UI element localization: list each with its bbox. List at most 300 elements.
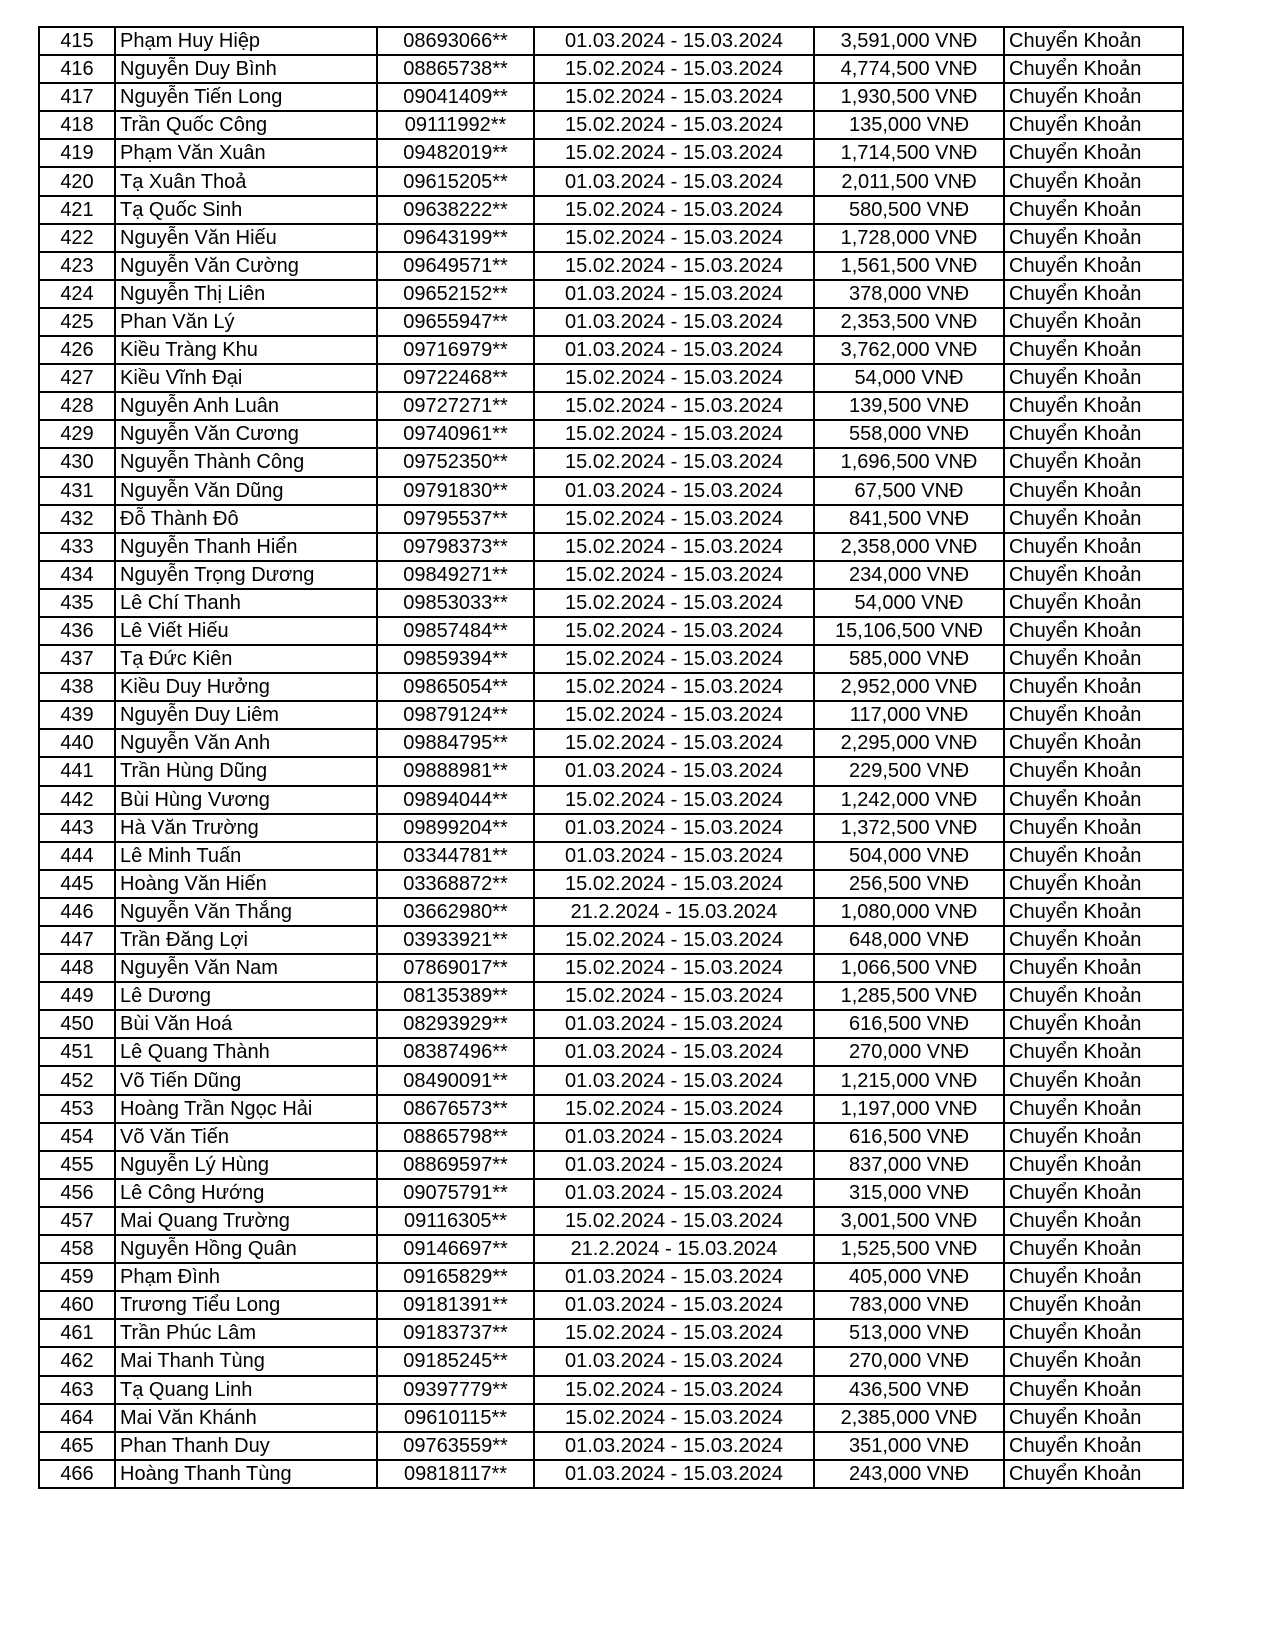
table-row — [39, 645, 1183, 673]
customer-name: Nguyễn Văn Hiếu — [115, 224, 377, 252]
table-row — [39, 252, 1183, 280]
payment-amount: 783,000 VNĐ — [814, 1291, 1004, 1319]
account-number: 07869017** — [377, 954, 534, 982]
payment-amount: 2,295,000 VNĐ — [814, 729, 1004, 757]
payment-amount: 616,500 VNĐ — [814, 1123, 1004, 1151]
row-number: 448 — [39, 954, 115, 982]
payment-method: Chuyển Khoản — [1004, 673, 1183, 701]
payment-period: 15.02.2024 - 15.03.2024 — [534, 1404, 814, 1432]
payment-amount: 234,000 VNĐ — [814, 561, 1004, 589]
account-number: 09716979** — [377, 336, 534, 364]
payment-period: 15.02.2024 - 15.03.2024 — [534, 533, 814, 561]
payment-period: 01.03.2024 - 15.03.2024 — [534, 336, 814, 364]
table-row — [39, 448, 1183, 476]
account-number: 09894044** — [377, 786, 534, 814]
payment-method: Chuyển Khoản — [1004, 27, 1183, 55]
payment-period: 15.02.2024 - 15.03.2024 — [534, 729, 814, 757]
payment-amount: 270,000 VNĐ — [814, 1347, 1004, 1375]
payment-amount: 67,500 VNĐ — [814, 477, 1004, 505]
payment-period: 15.02.2024 - 15.03.2024 — [534, 252, 814, 280]
account-number: 03662980** — [377, 898, 534, 926]
customer-name: Nguyễn Văn Anh — [115, 729, 377, 757]
payment-method: Chuyển Khoản — [1004, 1095, 1183, 1123]
table-row — [39, 167, 1183, 195]
table-row — [39, 1179, 1183, 1207]
table-row — [39, 757, 1183, 785]
customer-name: Nguyễn Văn Cương — [115, 420, 377, 448]
row-number: 444 — [39, 842, 115, 870]
payment-method: Chuyển Khoản — [1004, 1291, 1183, 1319]
payment-method: Chuyển Khoản — [1004, 55, 1183, 83]
payment-period: 01.03.2024 - 15.03.2024 — [534, 1151, 814, 1179]
account-number: 09849271** — [377, 561, 534, 589]
row-number: 457 — [39, 1207, 115, 1235]
payment-period: 15.02.2024 - 15.03.2024 — [534, 111, 814, 139]
table-row — [39, 1460, 1183, 1488]
account-number: 03344781** — [377, 842, 534, 870]
table-row — [39, 1010, 1183, 1038]
payment-method: Chuyển Khoản — [1004, 645, 1183, 673]
payment-method: Chuyển Khoản — [1004, 954, 1183, 982]
payment-amount: 1,066,500 VNĐ — [814, 954, 1004, 982]
payment-method: Chuyển Khoản — [1004, 898, 1183, 926]
payment-method: Chuyển Khoản — [1004, 1010, 1183, 1038]
payment-amount: 3,762,000 VNĐ — [814, 336, 1004, 364]
payment-period: 01.03.2024 - 15.03.2024 — [534, 842, 814, 870]
payment-period: 15.02.2024 - 15.03.2024 — [534, 1095, 814, 1123]
account-number: 08490091** — [377, 1066, 534, 1094]
payment-method: Chuyển Khoản — [1004, 1038, 1183, 1066]
payment-method: Chuyển Khoản — [1004, 757, 1183, 785]
customer-name: Kiều Vĩnh Đại — [115, 364, 377, 392]
customer-name: Đỗ Thành Đô — [115, 505, 377, 533]
payment-period: 15.02.2024 - 15.03.2024 — [534, 1319, 814, 1347]
account-number: 09111992** — [377, 111, 534, 139]
customer-name: Lê Quang Thành — [115, 1038, 377, 1066]
payment-period: 01.03.2024 - 15.03.2024 — [534, 1291, 814, 1319]
payment-amount: 3,591,000 VNĐ — [814, 27, 1004, 55]
table-row — [39, 196, 1183, 224]
payment-method: Chuyển Khoản — [1004, 111, 1183, 139]
payment-amount: 841,500 VNĐ — [814, 505, 1004, 533]
row-number: 454 — [39, 1123, 115, 1151]
payment-method: Chuyển Khoản — [1004, 196, 1183, 224]
row-number: 424 — [39, 280, 115, 308]
row-number: 459 — [39, 1263, 115, 1291]
payment-amount: 585,000 VNĐ — [814, 645, 1004, 673]
payment-amount: 243,000 VNĐ — [814, 1460, 1004, 1488]
payment-amount: 1,242,000 VNĐ — [814, 786, 1004, 814]
row-number: 433 — [39, 533, 115, 561]
row-number: 417 — [39, 83, 115, 111]
table-row — [39, 954, 1183, 982]
payment-amount: 616,500 VNĐ — [814, 1010, 1004, 1038]
account-number: 09752350** — [377, 448, 534, 476]
payment-method: Chuyển Khoản — [1004, 505, 1183, 533]
row-number: 421 — [39, 196, 115, 224]
payment-method: Chuyển Khoản — [1004, 1432, 1183, 1460]
payment-table-body — [39, 27, 1183, 1488]
payment-period: 15.02.2024 - 15.03.2024 — [534, 392, 814, 420]
payment-amount: 315,000 VNĐ — [814, 1179, 1004, 1207]
customer-name: Nguyễn Thành Công — [115, 448, 377, 476]
payment-period: 01.03.2024 - 15.03.2024 — [534, 1460, 814, 1488]
payment-period: 15.02.2024 - 15.03.2024 — [534, 1207, 814, 1235]
payment-period: 15.02.2024 - 15.03.2024 — [534, 561, 814, 589]
table-row — [39, 336, 1183, 364]
customer-name: Mai Quang Trường — [115, 1207, 377, 1235]
payment-period: 15.02.2024 - 15.03.2024 — [534, 617, 814, 645]
payment-amount: 2,011,500 VNĐ — [814, 167, 1004, 195]
payment-method: Chuyển Khoản — [1004, 870, 1183, 898]
payment-period: 15.02.2024 - 15.03.2024 — [534, 645, 814, 673]
payment-amount: 436,500 VNĐ — [814, 1376, 1004, 1404]
row-number: 446 — [39, 898, 115, 926]
payment-period: 15.02.2024 - 15.03.2024 — [534, 224, 814, 252]
row-number: 427 — [39, 364, 115, 392]
payment-period: 15.02.2024 - 15.03.2024 — [534, 420, 814, 448]
account-number: 09853033** — [377, 589, 534, 617]
table-row — [39, 55, 1183, 83]
payment-method: Chuyển Khoản — [1004, 308, 1183, 336]
payment-amount: 54,000 VNĐ — [814, 589, 1004, 617]
row-number: 423 — [39, 252, 115, 280]
row-number: 445 — [39, 870, 115, 898]
account-number: 08865738** — [377, 55, 534, 83]
payment-method: Chuyển Khoản — [1004, 561, 1183, 589]
account-number: 09857484** — [377, 617, 534, 645]
table-row — [39, 589, 1183, 617]
payment-period: 15.02.2024 - 15.03.2024 — [534, 196, 814, 224]
payment-method: Chuyển Khoản — [1004, 982, 1183, 1010]
table-row — [39, 27, 1183, 55]
payment-period: 15.02.2024 - 15.03.2024 — [534, 83, 814, 111]
payment-amount: 1,285,500 VNĐ — [814, 982, 1004, 1010]
account-number: 08693066** — [377, 27, 534, 55]
payment-amount: 1,561,500 VNĐ — [814, 252, 1004, 280]
table-row — [39, 1207, 1183, 1235]
payment-period: 01.03.2024 - 15.03.2024 — [534, 1432, 814, 1460]
payment-amount: 1,197,000 VNĐ — [814, 1095, 1004, 1123]
row-number: 429 — [39, 420, 115, 448]
account-number: 09655947** — [377, 308, 534, 336]
payment-period: 15.02.2024 - 15.03.2024 — [534, 954, 814, 982]
customer-name: Kiều Duy Hưởng — [115, 673, 377, 701]
payment-amount: 1,215,000 VNĐ — [814, 1066, 1004, 1094]
table-row — [39, 308, 1183, 336]
customer-name: Nguyễn Hồng Quân — [115, 1235, 377, 1263]
payment-amount: 1,930,500 VNĐ — [814, 83, 1004, 111]
payment-method: Chuyển Khoản — [1004, 224, 1183, 252]
customer-name: Nguyễn Tiến Long — [115, 83, 377, 111]
table-row — [39, 982, 1183, 1010]
payment-method: Chuyển Khoản — [1004, 1404, 1183, 1432]
payment-period: 01.03.2024 - 15.03.2024 — [534, 1347, 814, 1375]
row-number: 438 — [39, 673, 115, 701]
table-row — [39, 1151, 1183, 1179]
payment-amount: 1,714,500 VNĐ — [814, 139, 1004, 167]
row-number: 416 — [39, 55, 115, 83]
table-row — [39, 617, 1183, 645]
payment-method: Chuyển Khoản — [1004, 1347, 1183, 1375]
payment-amount: 3,001,500 VNĐ — [814, 1207, 1004, 1235]
payment-method: Chuyển Khoản — [1004, 701, 1183, 729]
payment-method: Chuyển Khoản — [1004, 1376, 1183, 1404]
customer-name: Hoàng Trần Ngọc Hải — [115, 1095, 377, 1123]
payment-period: 21.2.2024 - 15.03.2024 — [534, 898, 814, 926]
payment-period: 21.2.2024 - 15.03.2024 — [534, 1235, 814, 1263]
table-row — [39, 1432, 1183, 1460]
row-number: 435 — [39, 589, 115, 617]
account-number: 08387496** — [377, 1038, 534, 1066]
payment-amount: 270,000 VNĐ — [814, 1038, 1004, 1066]
payment-method: Chuyển Khoản — [1004, 364, 1183, 392]
row-number: 461 — [39, 1319, 115, 1347]
payment-period: 01.03.2024 - 15.03.2024 — [534, 308, 814, 336]
payment-amount: 15,106,500 VNĐ — [814, 617, 1004, 645]
table-row — [39, 1291, 1183, 1319]
customer-name: Nguyễn Duy Bình — [115, 55, 377, 83]
account-number: 09146697** — [377, 1235, 534, 1263]
payment-amount: 54,000 VNĐ — [814, 364, 1004, 392]
payment-period: 15.02.2024 - 15.03.2024 — [534, 1376, 814, 1404]
account-number: 03933921** — [377, 926, 534, 954]
payment-method: Chuyển Khoản — [1004, 1207, 1183, 1235]
row-number: 418 — [39, 111, 115, 139]
account-number: 08865798** — [377, 1123, 534, 1151]
payment-period: 01.03.2024 - 15.03.2024 — [534, 167, 814, 195]
account-number: 09798373** — [377, 533, 534, 561]
payment-amount: 1,080,000 VNĐ — [814, 898, 1004, 926]
row-number: 419 — [39, 139, 115, 167]
table-row — [39, 1319, 1183, 1347]
customer-name: Nguyễn Trọng Dương — [115, 561, 377, 589]
table-row — [39, 139, 1183, 167]
account-number: 08869597** — [377, 1151, 534, 1179]
payment-amount: 558,000 VNĐ — [814, 420, 1004, 448]
payment-method: Chuyển Khoản — [1004, 1151, 1183, 1179]
payment-amount: 405,000 VNĐ — [814, 1263, 1004, 1291]
row-number: 425 — [39, 308, 115, 336]
customer-name: Trần Phúc Lâm — [115, 1319, 377, 1347]
row-number: 451 — [39, 1038, 115, 1066]
row-number: 428 — [39, 392, 115, 420]
customer-name: Hoàng Văn Hiến — [115, 870, 377, 898]
payment-period: 01.03.2024 - 15.03.2024 — [534, 27, 814, 55]
customer-name: Nguyễn Văn Cường — [115, 252, 377, 280]
payment-period: 01.03.2024 - 15.03.2024 — [534, 1038, 814, 1066]
account-number: 09397779** — [377, 1376, 534, 1404]
account-number: 09795537** — [377, 505, 534, 533]
payment-method: Chuyển Khoản — [1004, 589, 1183, 617]
table-row — [39, 224, 1183, 252]
table-row — [39, 673, 1183, 701]
row-number: 452 — [39, 1066, 115, 1094]
payment-method: Chuyển Khoản — [1004, 420, 1183, 448]
payment-amount: 2,353,500 VNĐ — [814, 308, 1004, 336]
account-number: 09482019** — [377, 139, 534, 167]
account-number: 09649571** — [377, 252, 534, 280]
payment-amount: 504,000 VNĐ — [814, 842, 1004, 870]
account-number: 09879124** — [377, 701, 534, 729]
payment-method: Chuyển Khoản — [1004, 477, 1183, 505]
customer-name: Lê Công Hướng — [115, 1179, 377, 1207]
customer-name: Kiều Tràng Khu — [115, 336, 377, 364]
account-number: 09116305** — [377, 1207, 534, 1235]
customer-name: Lê Viết Hiếu — [115, 617, 377, 645]
customer-name: Lê Minh Tuấn — [115, 842, 377, 870]
customer-name: Tạ Quang Linh — [115, 1376, 377, 1404]
payment-method: Chuyển Khoản — [1004, 533, 1183, 561]
row-number: 447 — [39, 926, 115, 954]
customer-name: Mai Văn Khánh — [115, 1404, 377, 1432]
table-row — [39, 533, 1183, 561]
payment-method: Chuyển Khoản — [1004, 1123, 1183, 1151]
row-number: 436 — [39, 617, 115, 645]
table-row — [39, 898, 1183, 926]
customer-name: Mai Thanh Tùng — [115, 1347, 377, 1375]
customer-name: Hà Văn Trường — [115, 814, 377, 842]
payment-amount: 2,358,000 VNĐ — [814, 533, 1004, 561]
account-number: 09165829** — [377, 1263, 534, 1291]
account-number: 09899204** — [377, 814, 534, 842]
payment-method: Chuyển Khoản — [1004, 83, 1183, 111]
payment-method: Chuyển Khoản — [1004, 280, 1183, 308]
row-number: 450 — [39, 1010, 115, 1038]
payment-method: Chuyển Khoản — [1004, 336, 1183, 364]
payment-method: Chuyển Khoản — [1004, 1066, 1183, 1094]
payment-method: Chuyển Khoản — [1004, 167, 1183, 195]
customer-name: Phạm Văn Xuân — [115, 139, 377, 167]
payment-period: 15.02.2024 - 15.03.2024 — [534, 870, 814, 898]
table-row — [39, 477, 1183, 505]
payment-amount: 229,500 VNĐ — [814, 757, 1004, 785]
payment-amount: 1,372,500 VNĐ — [814, 814, 1004, 842]
payment-period: 01.03.2024 - 15.03.2024 — [534, 477, 814, 505]
customer-name: Nguyễn Văn Thắng — [115, 898, 377, 926]
customer-name: Lê Chí Thanh — [115, 589, 377, 617]
customer-name: Nguyễn Anh Luân — [115, 392, 377, 420]
customer-name: Trần Đăng Lợi — [115, 926, 377, 954]
payment-amount: 139,500 VNĐ — [814, 392, 1004, 420]
payment-method: Chuyển Khoản — [1004, 1460, 1183, 1488]
row-number: 442 — [39, 786, 115, 814]
payment-period: 15.02.2024 - 15.03.2024 — [534, 448, 814, 476]
table-row — [39, 926, 1183, 954]
account-number: 09884795** — [377, 729, 534, 757]
payment-amount: 648,000 VNĐ — [814, 926, 1004, 954]
account-number: 09041409** — [377, 83, 534, 111]
payment-method: Chuyển Khoản — [1004, 392, 1183, 420]
table-row — [39, 701, 1183, 729]
customer-name: Nguyễn Thanh Hiển — [115, 533, 377, 561]
row-number: 440 — [39, 729, 115, 757]
account-number: 09075791** — [377, 1179, 534, 1207]
table-row — [39, 1235, 1183, 1263]
payment-method: Chuyển Khoản — [1004, 617, 1183, 645]
payment-period: 01.03.2024 - 15.03.2024 — [534, 814, 814, 842]
payment-amount: 513,000 VNĐ — [814, 1319, 1004, 1347]
payment-period: 01.03.2024 - 15.03.2024 — [534, 280, 814, 308]
row-number: 426 — [39, 336, 115, 364]
payment-method: Chuyển Khoản — [1004, 814, 1183, 842]
account-number: 08135389** — [377, 982, 534, 1010]
account-number: 09610115** — [377, 1404, 534, 1432]
account-number: 09183737** — [377, 1319, 534, 1347]
payment-amount: 135,000 VNĐ — [814, 111, 1004, 139]
payment-period: 15.02.2024 - 15.03.2024 — [534, 505, 814, 533]
table-row — [39, 364, 1183, 392]
table-row — [39, 561, 1183, 589]
payment-method: Chuyển Khoản — [1004, 786, 1183, 814]
account-number: 09185245** — [377, 1347, 534, 1375]
account-number: 09722468** — [377, 364, 534, 392]
row-number: 458 — [39, 1235, 115, 1263]
row-number: 415 — [39, 27, 115, 55]
payment-amount: 117,000 VNĐ — [814, 701, 1004, 729]
payment-amount: 1,728,000 VNĐ — [814, 224, 1004, 252]
account-number: 09740961** — [377, 420, 534, 448]
row-number: 432 — [39, 505, 115, 533]
table-row — [39, 1066, 1183, 1094]
customer-name: Nguyễn Văn Dũng — [115, 477, 377, 505]
payment-period: 01.03.2024 - 15.03.2024 — [534, 1010, 814, 1038]
payment-period: 15.02.2024 - 15.03.2024 — [534, 589, 814, 617]
payment-method: Chuyển Khoản — [1004, 448, 1183, 476]
payment-period: 15.02.2024 - 15.03.2024 — [534, 364, 814, 392]
row-number: 430 — [39, 448, 115, 476]
payment-method: Chuyển Khoản — [1004, 729, 1183, 757]
account-number: 03368872** — [377, 870, 534, 898]
account-number: 09818117** — [377, 1460, 534, 1488]
customer-name: Nguyễn Thị Liên — [115, 280, 377, 308]
account-number: 08293929** — [377, 1010, 534, 1038]
table-row — [39, 729, 1183, 757]
payment-period: 15.02.2024 - 15.03.2024 — [534, 673, 814, 701]
customer-name: Nguyễn Lý Hùng — [115, 1151, 377, 1179]
table-row — [39, 1347, 1183, 1375]
account-number: 09859394** — [377, 645, 534, 673]
customer-name: Phan Văn Lý — [115, 308, 377, 336]
row-number: 422 — [39, 224, 115, 252]
payment-amount: 2,385,000 VNĐ — [814, 1404, 1004, 1432]
payment-period: 15.02.2024 - 15.03.2024 — [534, 701, 814, 729]
row-number: 455 — [39, 1151, 115, 1179]
payment-method: Chuyển Khoản — [1004, 842, 1183, 870]
table-row — [39, 420, 1183, 448]
payment-amount: 256,500 VNĐ — [814, 870, 1004, 898]
customer-name: Võ Văn Tiến — [115, 1123, 377, 1151]
payment-period: 15.02.2024 - 15.03.2024 — [534, 982, 814, 1010]
customer-name: Nguyễn Văn Nam — [115, 954, 377, 982]
payment-amount: 1,696,500 VNĐ — [814, 448, 1004, 476]
payment-period: 15.02.2024 - 15.03.2024 — [534, 55, 814, 83]
customer-name: Trần Quốc Công — [115, 111, 377, 139]
payment-method: Chuyển Khoản — [1004, 1179, 1183, 1207]
customer-name: Bùi Văn Hoá — [115, 1010, 377, 1038]
table-row — [39, 1123, 1183, 1151]
row-number: 466 — [39, 1460, 115, 1488]
row-number: 462 — [39, 1347, 115, 1375]
row-number: 456 — [39, 1179, 115, 1207]
row-number: 464 — [39, 1404, 115, 1432]
table-row — [39, 1376, 1183, 1404]
row-number: 437 — [39, 645, 115, 673]
payment-amount: 1,525,500 VNĐ — [814, 1235, 1004, 1263]
payment-period: 01.03.2024 - 15.03.2024 — [534, 757, 814, 785]
payment-method: Chuyển Khoản — [1004, 1235, 1183, 1263]
payment-amount: 378,000 VNĐ — [814, 280, 1004, 308]
